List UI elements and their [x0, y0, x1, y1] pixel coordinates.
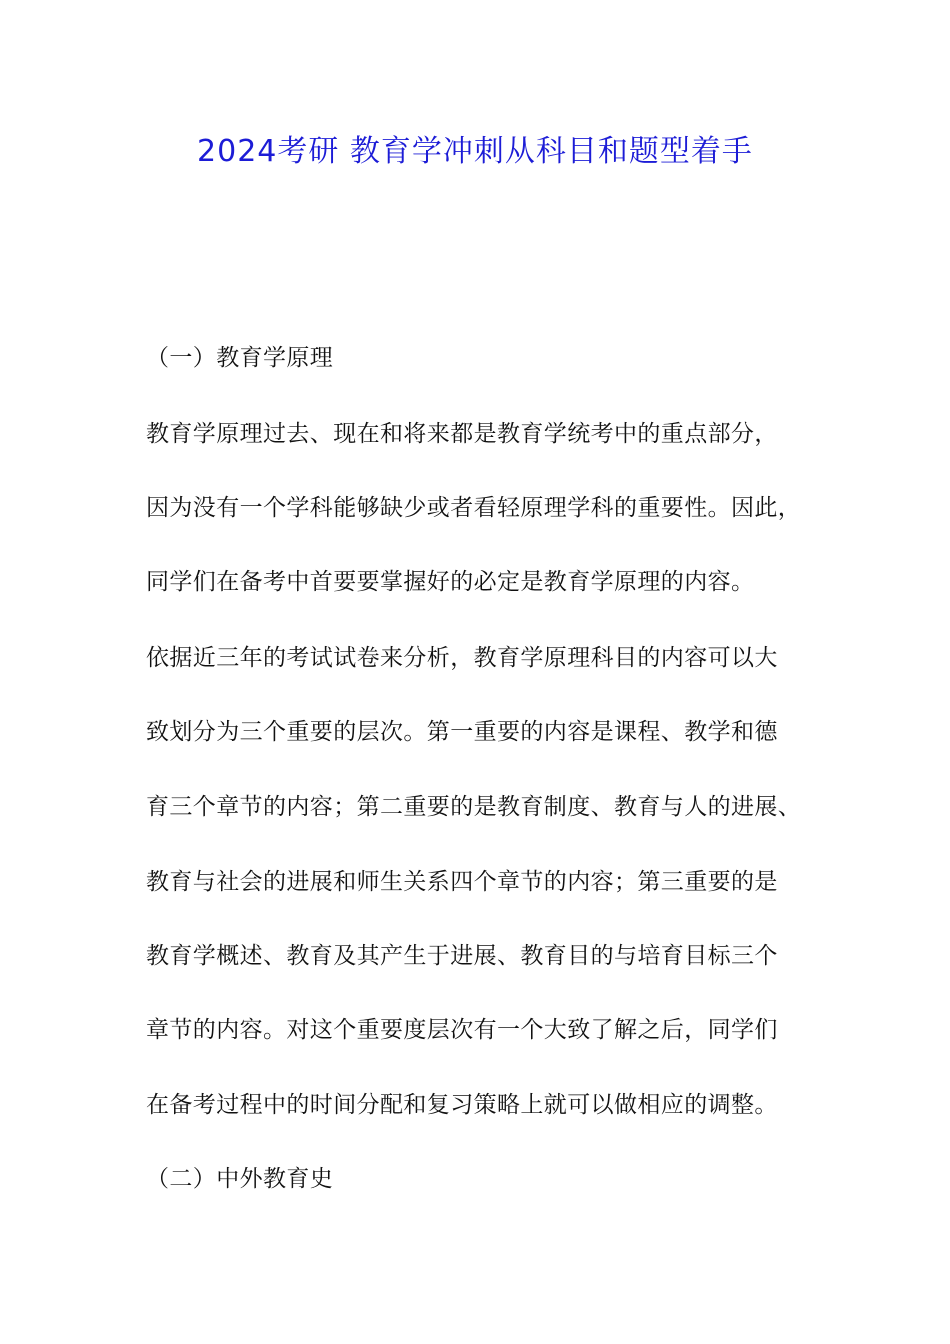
section-heading-history: （二）中外教育史 [146, 1166, 334, 1192]
paragraph-line: 教育与社会的进展和师生关系四个章节的内容；第三重要的是 [146, 869, 778, 895]
paragraph-line: 依据近三年的考试试卷来分析，教育学原理科目的内容可以大 [146, 645, 778, 671]
paragraph-line: 致划分为三个重要的层次。第一重要的内容是课程、教学和德 [146, 719, 778, 745]
paragraph-line: 同学们在备考中首要要掌握好的必定是教育学原理的内容。 [146, 569, 755, 595]
paragraph-line: 章节的内容。对这个重要度层次有一个大致了解之后，同学们 [146, 1017, 778, 1043]
document-title: 2024考研 教育学冲刺从科目和题型着手 [197, 134, 753, 169]
section-heading-principles: （一）教育学原理 [146, 345, 334, 371]
paragraph-line: 教育学概述、教育及其产生于进展、教育目的与培育目标三个 [146, 943, 778, 969]
paragraph-line: 因为没有一个学科能够缺少或者看轻原理学科的重要性。因此， [146, 495, 802, 521]
paragraph-line: 在备考过程中的时间分配和复习策略上就可以做相应的调整。 [146, 1092, 778, 1118]
paragraph-line: 教育学原理过去、现在和将来都是教育学统考中的重点部分， [146, 421, 778, 447]
paragraph-line: 育三个章节的内容；第二重要的是教育制度、教育与人的进展、 [146, 794, 802, 820]
